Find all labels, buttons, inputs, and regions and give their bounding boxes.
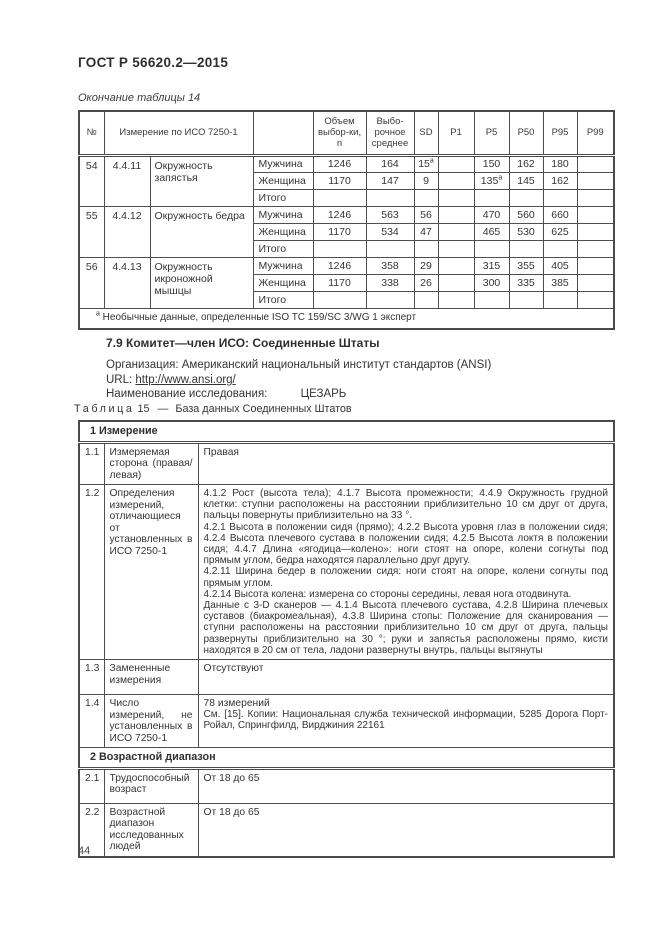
- value-paragraph: От 18 до 65: [203, 806, 260, 818]
- value-cell: [577, 257, 614, 274]
- value-cell: [577, 206, 614, 223]
- value-cell: 1170: [313, 223, 366, 240]
- value-cell: [577, 240, 614, 257]
- section-title-cell: 2 Возрастной диапазон: [79, 748, 614, 769]
- value-cell: [438, 189, 474, 206]
- row-id-cell: 1.1: [79, 442, 104, 485]
- property-label-cell: Трудоспособный возраст: [104, 768, 198, 803]
- value-cell: 315: [474, 257, 509, 274]
- value-cell: [577, 274, 614, 291]
- property-value-cell: [198, 695, 614, 748]
- row-id-cell: 1.2: [79, 485, 104, 660]
- value-cell: [414, 240, 438, 257]
- table15-row: [79, 803, 614, 857]
- gender-group-cell: Итого: [253, 291, 313, 308]
- value-paragraph: Данные с 3-D сканеров — 4.1.4 Высота плечевого сустава, 4.2.8 Ширина плечевых суставов (биакромеальная), 4.3.8 Ширина стопы: Положение для сканирования — ступни расположены на расстоянии приблизительно 10 см друг от друга, пальцы развернуты приблизительно на 30 °; руки и запястья расположены прямо, кисти находятся в 20 см от тела, ладони развернуты внутрь, пальцы вытянуты: [203, 600, 608, 656]
- value-cell: 1246: [313, 206, 366, 223]
- value-cell: [366, 291, 414, 308]
- value-cell: [577, 291, 614, 308]
- value-cell: 1170: [313, 274, 366, 291]
- property-label-cell: Замененные измерения: [104, 660, 198, 695]
- caption-number: 15: [137, 403, 150, 415]
- document-code: ГОСТ Р 56620.2—2015: [78, 55, 229, 70]
- value-cell: [438, 223, 474, 240]
- value-cell: 660: [543, 206, 577, 223]
- value-paragraph: От 18 до 65: [203, 772, 260, 784]
- property-value-cell: [198, 660, 614, 695]
- property-value-cell: [198, 803, 614, 857]
- research-line: [106, 387, 586, 402]
- value-cell: [509, 189, 543, 206]
- committee-section: [106, 336, 586, 402]
- value-cell: 560: [509, 206, 543, 223]
- property-label-cell: Возрастной диапазон исследованных людей: [104, 803, 198, 857]
- value-cell: 300: [474, 274, 509, 291]
- research-label: Наименование исследования:: [106, 388, 268, 401]
- gender-group-cell: Мужчина: [253, 206, 313, 223]
- col-header-p95: P95: [543, 111, 577, 155]
- row-id-cell: 2.1: [79, 768, 104, 803]
- col-header-number: №: [79, 111, 104, 155]
- table15-row: [79, 485, 614, 660]
- col-header-gender: [253, 111, 313, 155]
- value-cell: [577, 223, 614, 240]
- row-id-cell: 1.3: [79, 660, 104, 695]
- value-cell: 625: [543, 223, 577, 240]
- row-id-cell: 1.4: [79, 695, 104, 748]
- value-cell: 56: [414, 206, 438, 223]
- value-cell: [438, 240, 474, 257]
- measurement-name-cell: Окружность икроножной мышцы: [150, 257, 253, 308]
- value-cell: 355: [509, 257, 543, 274]
- table14-subrow: [79, 206, 614, 223]
- value-cell: [543, 240, 577, 257]
- col-header-p50: P50: [509, 111, 543, 155]
- table14-header-row: [79, 111, 614, 155]
- value-cell: 15$^a$: [414, 155, 438, 172]
- row-number-cell: 55: [79, 206, 104, 257]
- iso-reference-cell: 4.4.11: [104, 155, 150, 206]
- value-cell: 145: [509, 172, 543, 189]
- property-value-cell: [198, 485, 614, 660]
- value-cell: [366, 240, 414, 257]
- measurements-table-14: [78, 110, 615, 330]
- measurement-name-cell: Окружность бедра: [150, 206, 253, 257]
- value-cell: [414, 291, 438, 308]
- col-header-p1: P1: [438, 111, 474, 155]
- database-table-15: [78, 420, 615, 858]
- footnote-cell: $^a$ Необычные данные, определенные ISO TC 159/SC 3/WG 1 эксперт: [79, 308, 614, 329]
- gender-group-cell: Мужчина: [253, 155, 313, 172]
- value-cell: [577, 189, 614, 206]
- col-header-p99: P99: [577, 111, 614, 155]
- section-title-cell: 1 Измерение: [79, 421, 614, 442]
- value-cell: 1170: [313, 172, 366, 189]
- gender-group-cell: Женщина: [253, 223, 313, 240]
- value-cell: 335: [509, 274, 543, 291]
- value-cell: 385: [543, 274, 577, 291]
- value-cell: [543, 189, 577, 206]
- col-header-sample-mean: Выбо-рочное среднее: [366, 111, 414, 155]
- value-cell: 1246: [313, 155, 366, 172]
- value-cell: 150: [474, 155, 509, 172]
- caption-title: База данных Соединенных Штатов: [175, 403, 352, 415]
- value-cell: 47: [414, 223, 438, 240]
- value-cell: 530: [509, 223, 543, 240]
- measurement-name-cell: Окружность запястья: [150, 155, 253, 206]
- property-value-cell: [198, 442, 614, 485]
- value-cell: 9: [414, 172, 438, 189]
- gender-group-cell: Мужчина: [253, 257, 313, 274]
- property-label-cell: Число измерений, не установленных в ИСО 7250-1: [104, 695, 198, 748]
- section-heading: 7.9 Комитет—член ИСО: Соединенные Штаты: [106, 336, 380, 350]
- value-cell: 135$^a$: [474, 172, 509, 189]
- property-label-cell: Измеряемая сторона (правая/левая): [104, 442, 198, 485]
- value-cell: 358: [366, 257, 414, 274]
- value-cell: 29: [414, 257, 438, 274]
- caption-word: Таблица: [74, 403, 135, 415]
- value-paragraph: 78 измерений: [203, 698, 270, 710]
- url-line: [106, 373, 586, 388]
- row-number-cell: 56: [79, 257, 104, 308]
- value-cell: [313, 189, 366, 206]
- value-paragraph: 4.2.1 Высота в положении сидя (прямо); 4.2.2 Высота уровня глаз в положении сидя; 4.2.4 Высота плечевого сустава в положении сидя; 4.2.5 Высота локтя в положении сидя; 4.4.7 Длина «ягодица—колено»: ноги стоят на опоре, колени согнуты под прямым углом, бедра находятся параллельно друг другу.: [203, 521, 608, 567]
- gender-group-cell: Итого: [253, 189, 313, 206]
- gender-group-cell: Женщина: [253, 172, 313, 189]
- value-cell: [438, 291, 474, 308]
- value-paragraph: 4.2.14 Высота колена: измерена со стороны середины, левая нога отодвинута.: [203, 588, 572, 600]
- value-cell: [474, 291, 509, 308]
- table14-footnote-row: [79, 308, 614, 329]
- table15-row: [79, 768, 614, 803]
- value-cell: [414, 189, 438, 206]
- value-cell: [313, 240, 366, 257]
- value-cell: 563: [366, 206, 414, 223]
- value-cell: [313, 291, 366, 308]
- value-paragraph: См. [15]. Копии: Национальная служба технической информации, 5285 Дорога Порт-Ройал, Спрингфилд, Вирджиния 22161: [203, 709, 608, 732]
- iso-reference-cell: 4.4.13: [104, 257, 150, 308]
- caption-separator: —: [157, 403, 169, 415]
- value-cell: 405: [543, 257, 577, 274]
- value-cell: [474, 240, 509, 257]
- value-cell: [509, 240, 543, 257]
- table15-row: [79, 660, 614, 695]
- value-cell: [438, 206, 474, 223]
- value-cell: 180: [543, 155, 577, 172]
- col-header-sd: SD: [414, 111, 438, 155]
- page-number: 44: [78, 845, 91, 857]
- value-cell: [366, 189, 414, 206]
- gender-group-cell: Итого: [253, 240, 313, 257]
- table15-row: [79, 442, 614, 485]
- value-cell: 534: [366, 223, 414, 240]
- table14-subrow: [79, 155, 614, 172]
- value-cell: 465: [474, 223, 509, 240]
- value-paragraph: Правая: [203, 446, 240, 458]
- value-cell: [438, 257, 474, 274]
- col-header-sample-size: Объем выбор-ки, n: [313, 111, 366, 155]
- research-value: ЦЕЗАРЬ: [300, 388, 347, 401]
- value-cell: [438, 155, 474, 172]
- value-paragraph: Отсутствуют: [203, 663, 264, 675]
- value-cell: 338: [366, 274, 414, 291]
- value-cell: [438, 274, 474, 291]
- url-label: URL:: [106, 373, 133, 386]
- organization-line: Организация: Американский национальный институт стандартов (ANSI): [106, 359, 492, 371]
- table15-section-row: [79, 421, 614, 442]
- value-cell: [509, 291, 543, 308]
- value-cell: [543, 291, 577, 308]
- row-id-cell: 2.2: [79, 803, 104, 857]
- value-cell: [577, 172, 614, 189]
- iso-reference-cell: 4.4.12: [104, 206, 150, 257]
- table14-subrow: [79, 257, 614, 274]
- value-cell: 1246: [313, 257, 366, 274]
- ansi-url-link[interactable]: http://www.ansi.org/: [135, 373, 236, 386]
- gender-group-cell: Женщина: [253, 274, 313, 291]
- value-cell: [438, 172, 474, 189]
- value-cell: 470: [474, 206, 509, 223]
- value-cell: 162: [543, 172, 577, 189]
- value-cell: [577, 155, 614, 172]
- value-paragraph: 4.1.2 Рост (высота тела); 4.1.7 Высота промежности; 4.4.9 Окружность грудной клетки: ступни расположены на расстоянии приблизительно 10 см друг от друга, пальцы повернуты приблизительно на 33 °.: [203, 488, 608, 522]
- value-cell: 26: [414, 274, 438, 291]
- property-value-cell: [198, 768, 614, 803]
- value-cell: 162: [509, 155, 543, 172]
- table14-continuation-label: Окончание таблицы 14: [78, 92, 201, 104]
- value-cell: [474, 189, 509, 206]
- value-paragraph: 4.2.11 Ширина бедер в положении сидя: ноги стоят на опоре, колени согнуты под прямым углом.: [203, 566, 608, 589]
- row-number-cell: 54: [79, 155, 104, 206]
- value-cell: 147: [366, 172, 414, 189]
- col-header-p5: P5: [474, 111, 509, 155]
- table15-row: [79, 695, 614, 748]
- value-cell: 164: [366, 155, 414, 172]
- col-header-measurement: Измерение по ИСО 7250-1: [104, 111, 253, 155]
- property-label-cell: Определения измерений, отличающиеся от установленных в ИСО 7250-1: [104, 485, 198, 660]
- table15-caption: [74, 403, 352, 415]
- table15-section-row: [79, 748, 614, 769]
